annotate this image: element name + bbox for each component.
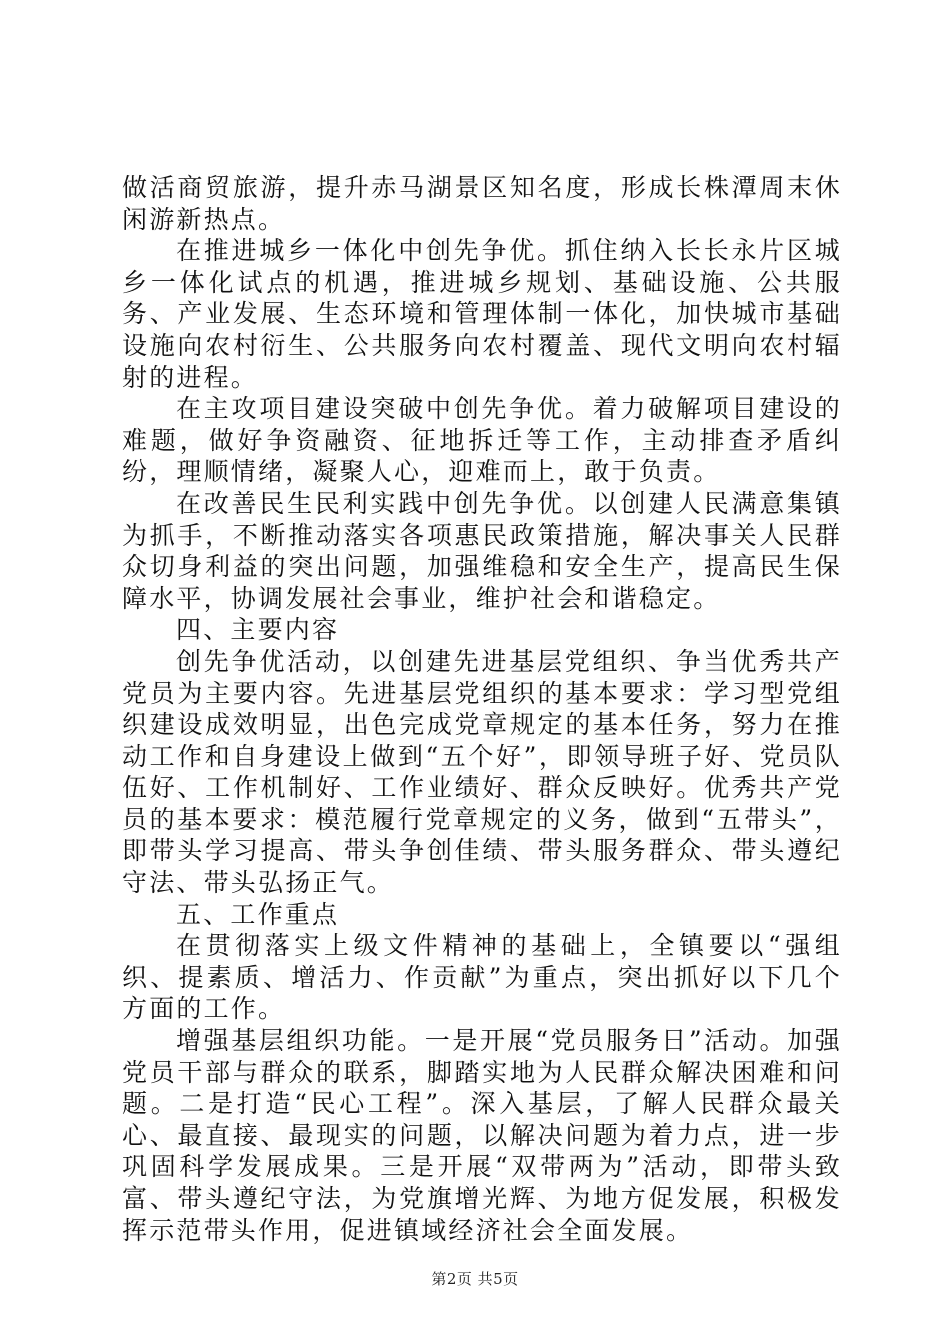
paragraph-continuation: 做活商贸旅游，提升赤马湖景区知名度，形成长株潭周末休闲游新热点。 [122, 173, 842, 234]
paragraph-livelihood: 在改善民生民利实践中创先争优。以创建人民满意集镇为抓手，不断推动落实各项惠民政策措施，解决事关人民群众切身利益的突出问题，加强维稳和安全生产，提高民生保障水平，协调发展社会事业，维护社会和谐稳定。 [122, 488, 842, 613]
page-number-footer: 第2页 共5页 [431, 1270, 519, 1288]
paragraph-main-content: 创先争优活动，以创建先进基层党组织、争当优秀共产党员为主要内容。先进基层党组织的基本要求：学习型党组织建设成效明显，出色完成党章规定的基本任务，努力在推动工作和自身建设上做到“五个好”，即领导班子好、党员队伍好、工作机制好、工作业绩好、群众反映好。优秀共产党员的基本要求：模范履行党章规定的义务，做到“五带头”，即带头学习提高、带头争创佳绩、带头服务群众、带头遵纪守法、带头弘扬正气。 [122, 646, 842, 898]
section-heading-work-focus: 五、工作重点 [176, 899, 340, 929]
paragraph-project-construction: 在主攻项目建设突破中创先争优。着力破解项目建设的难题，做好争资融资、征地拆迁等工作，主动排查矛盾纠纷，理顺情绪，凝聚人心，迎难而上，敢于负责。 [122, 394, 842, 487]
paragraph-grassroots-function: 增强基层组织功能。一是开展“党员服务日”活动。加强党员干部与群众的联系，脚踏实地为人民群众解决困难和问题。二是打造“民心工程”。深入基层，了解人民群众最关心、最直接、最现实的问题，以解决问题为着力点，进一步巩固科学发展成果。三是开展“双带两为”活动，即带头致富、带头遵纪守法，为党旗增光辉、为地方促发展，积极发挥示范带头作用，促进镇域经济社会全面发展。 [122, 1026, 842, 1245]
section-heading-main-content: 四、主要内容 [176, 615, 340, 645]
paragraph-urban-rural: 在推进城乡一体化中创先争优。抓住纳入长长永片区城乡一体化试点的机遇，推进城乡规划、基础设施、公共服务、产业发展、生态环境和管理体制一体化，加快城市基础设施向农村衍生、公共服务向农村覆盖、现代文明向农村辐射的进程。 [122, 236, 842, 392]
paragraph-work-focus-intro: 在贯彻落实上级文件精神的基础上，全镇要以“强组织、提素质、增活力、作贡献”为重点，突出抓好以下几个方面的工作。 [122, 931, 842, 1024]
document-body [122, 172, 842, 1246]
